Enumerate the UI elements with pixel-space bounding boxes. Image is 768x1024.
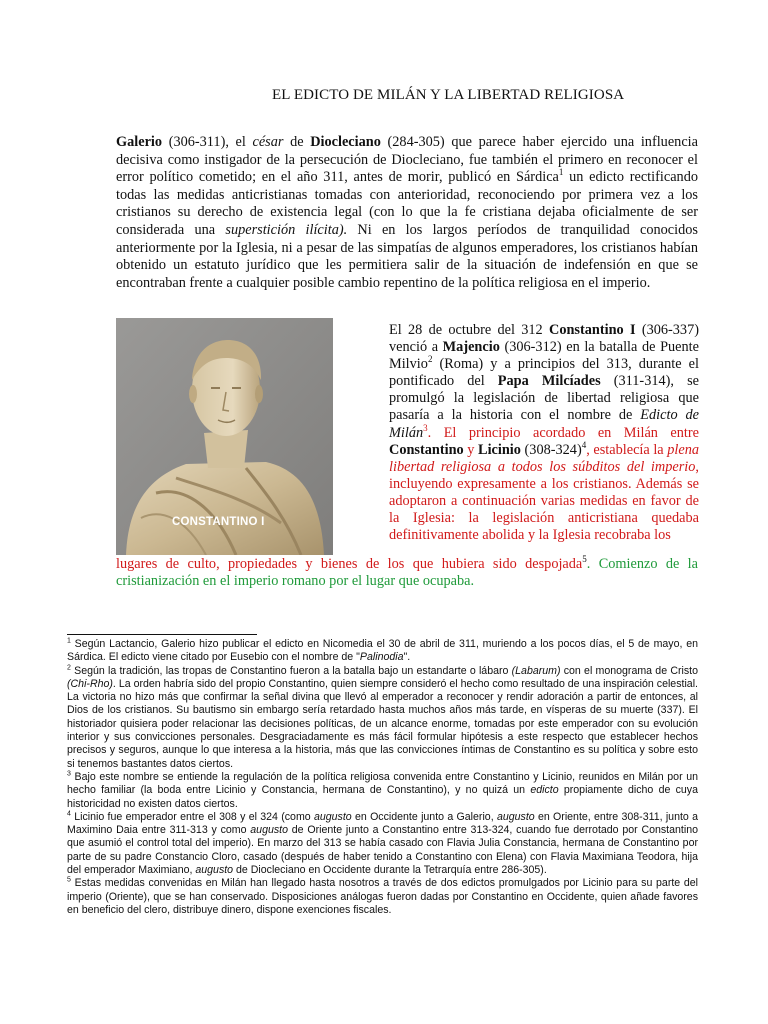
footnote-4: $^4$ Licinio fue emperador entre el 308 y el 324 (como augusto en Occidente junto a Galerio, augusto en Oriente, entre 308-311, junto a Maximino Daia entre 311-313 y como augusto de Oriente junto a Constantino entre 313-324, cuando fue derrotado por Constantino que asumió el control total del imperio). En marzo del 313 se había casado con Flavia Julia Constancia, hermana de Constantino por parte de su padre Constancio Cloro, casado (después de haber tenido a Constantino con Elena) con Flavia Maximiana Teodora, hija del emperador Maximiano, augusto de Diocleciano en Occidente durante la Tetrarquía entre 286-305). [67,810,698,877]
name-constantino-i: Constantino I [549,322,636,338]
name-licinio: Licinio [478,441,521,458]
footnote-ref-4[interactable]: 4 [581,439,587,450]
paragraph-galerio: Galerio (306-311), el césar de Diocleciano (284-305) que parece haber ejercido una influencia decisiva como instigador de la persecución de Diocleciano, fue también el primero en reconocer el error político cometido; en el año 311, antes de morir, publicó en Sárdica$^1$ un edicto rectificando todas las medidas anticristianas tomadas con anterioridad, reconociendo por primera vez a los cristianos su derecho de existencia legal (con lo que la fe cristiana dejaba oficialmente de ser considerada una superstición ilícita). Ni en los largos períodos de tranquilidad conocidos anteriormente por la Iglesia, ni a pesar de las simpatías de algunos emperadores, los cristianos habían obtenido un estatuto jurídico que les permitiera salir de la situación de indefensión en que se encontraban frente a cualquier posible cambio repentino de la política religiosa en el imperio. [116,134,698,291]
constantino-bust-image [116,318,333,555]
name-constantino: Constantino [389,441,464,458]
name-galerio: Galerio [116,134,163,150]
name-majencio: Majencio [442,339,500,356]
footnote-ref-2[interactable]: 2 [427,354,433,365]
paragraph-constantino: El 28 de octubre del 312 Constantino I (306-337) venció a Majencio (306-312) en la batalla de Puente Milvio$^2$ (Roma) y a principios del 313, durante el pontificado del Papa Milcíades (311-314), se promulgó la legislación de libertad religiosa que pasaría a la historia con el nombre de Edicto de Milán$^3$. El principio acordado en Milán entre Constantino y Licinio $(308-324)^4$, establecía la plena libertad religiosa a todos los súbditos del imperio, incluyendo expresamente a los cristianos. Además se adoptaron a continuación varias medidas en favor de la Iglesia: la legislación anticristiana quedaba definitivamente abolida y la Iglesia recobraba los [389,322,700,544]
footnote-ref-5[interactable]: 5 [582,554,587,565]
footnotes [67,638,698,917]
document-title: EL EDICTO DE MILÁN Y LA LIBERTAD RELIGIOSA [272,87,625,103]
footnote-1: $^1$ Según Lactancio, Galerio hizo publicar el edicto en Nicomedia el 30 de abril de 311, muriendo a los pocos días, el 5 de mayo, en Sárdica. El edicto viene citado por Eusebio con el nombre de "Palinodia". [67,637,698,664]
footnote-5: $^5$ Estas medidas convenidas en Milán han llegado hasta nosotros a través de dos edictos promulgados por Licinio para su parte del imperio (Oriente), que se han conservado. Disposiciones análogas fueron dadas por Constantino en Occidente, quien añade favores en beneficio del clero, distribuye dinero, dispone exenciones fiscales. [67,876,698,916]
footnote-2: $^2$ Según la tradición, las tropas de Constantino fueron a la batalla bajo un estandarte o lábaro (Labarum) con el monograma de Cristo (Chi-Rho). La orden habría sido del propio Constantino, quien siempre consideró el hecho como resultado de una inspiración celestial. La victoria no hizo más que confirmar la señal divina que llevó al emperador a reconocer y rendir adoración a partir de entonces, al Dios de los cristianos. Su bautismo sin embargo sería retardado hasta muchos años más tarde, en vísperas de su muerte (337). El historiador quisiera poder relacionar las decisiones políticas, de un alcance enorme, tomadas por este emperador con su evolución interior y sus convicciones personales. Desgraciadamente es más fácil formular hipótesis a este respecto que establecer hechos precisos y seguros, aunque lo que interesa a la historia, más que las convicciones íntimas de Constantino es su política y sobre esto si tenemos bastantes datos ciertos. [67,664,698,770]
paragraph-continuation: lugares de culto, propiedades y bienes de los que hubiera sido despojada$^5$. Comienzo de la cristianización en el imperio romano por el lugar que ocupaba. [116,554,698,590]
footnote-ref-3[interactable]: 3 [423,422,428,433]
name-diocleciano: Diocleciano [310,134,381,150]
footnote-3: $^3$ Bajo este nombre se entiende la regulación de la política religiosa convenida entre Constantino y Licinio, reunidos en Milán por un hecho familiar (la boda entre Licinio y Constancia, hermana de Constantino), y no quizá un edicto propiamente dicho de cuya historicidad no existen datos ciertos. [67,770,698,810]
footnote-separator [67,634,257,635]
image-caption: CONSTANTINO I [172,516,265,528]
footnote-ref-1[interactable]: 1 [558,167,564,178]
name-papa-milciades: Papa Milcíades [497,373,601,390]
